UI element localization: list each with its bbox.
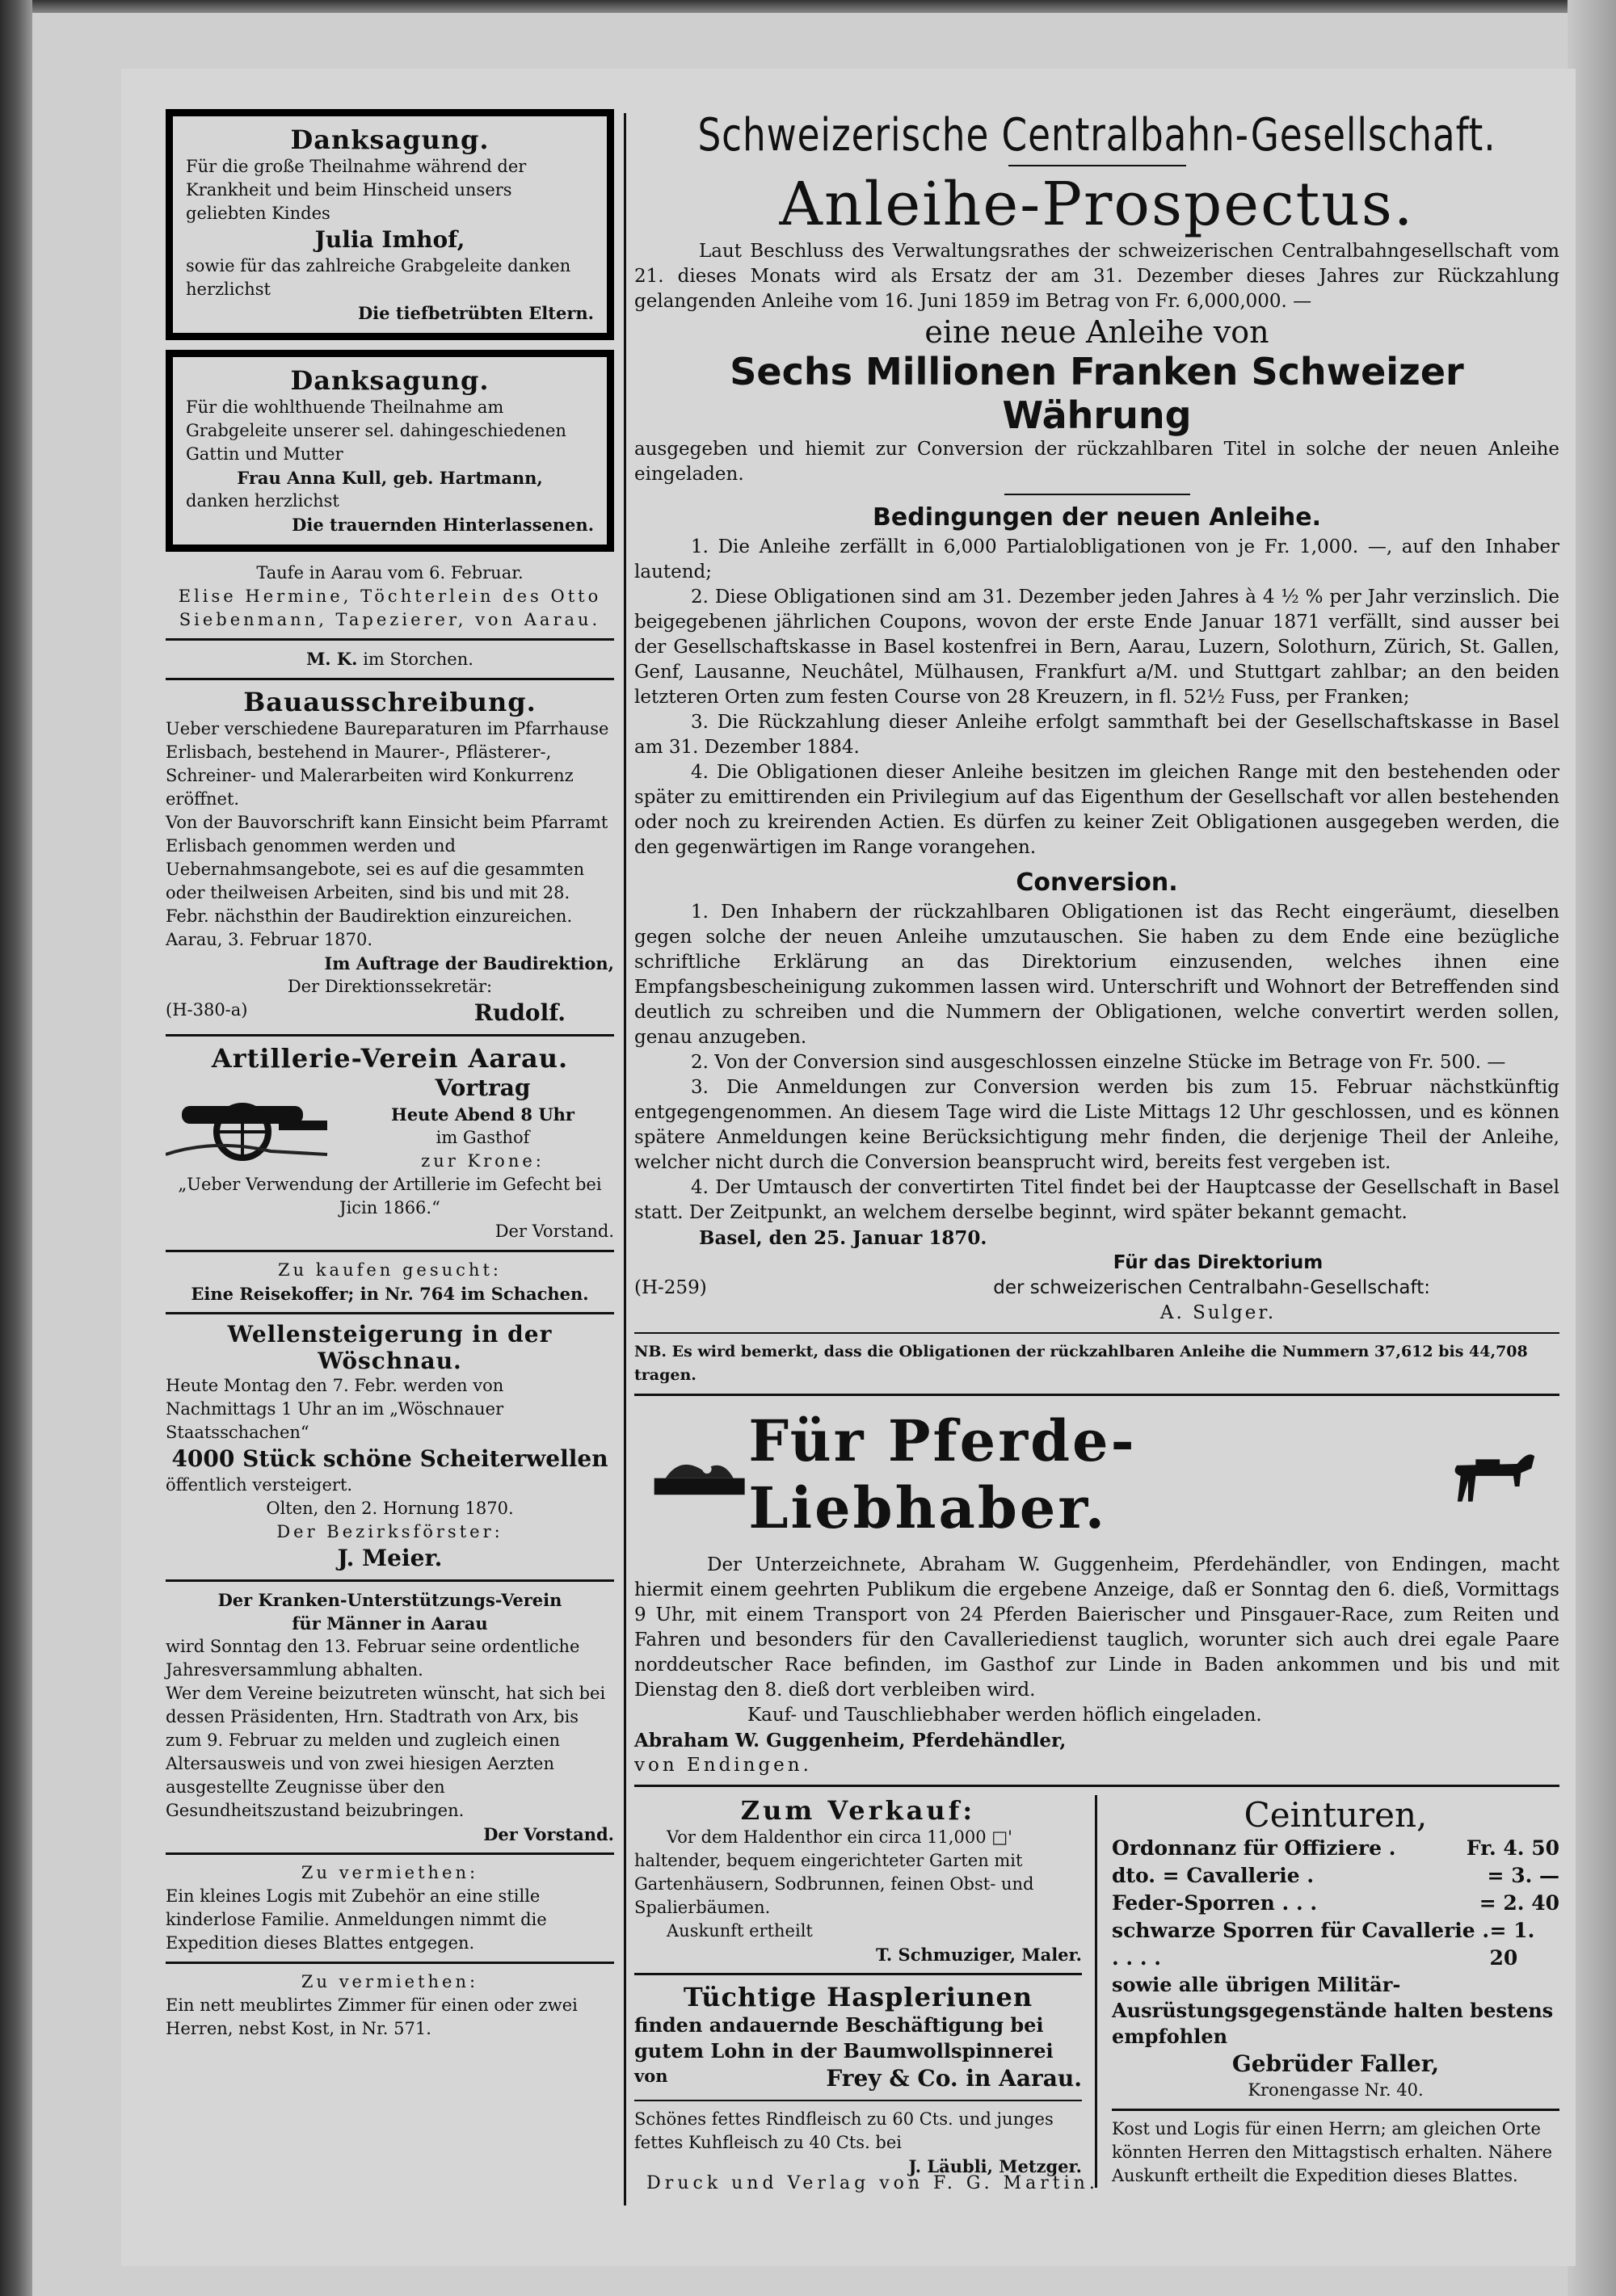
danksagung-1-body: Für die große Theilnahme während der Krankheit und beim Hinscheid unsers geliebten Kindes — [186, 157, 527, 223]
pferde-sign2: von Endingen. — [634, 1755, 812, 1776]
kranken-title2: für Männer in Aarau — [292, 1613, 488, 1634]
divider — [166, 638, 614, 641]
divider — [634, 1785, 1559, 1787]
bau-p1: Ueber verschiedene Baureparaturen im Pfarrhause Erlisbach, bestehend in Maurer-, Pflästerer-, Schreiner- und Malerarbeiten wird Konkurrenz eröffnet. — [166, 719, 609, 809]
short-rule — [1008, 165, 1186, 166]
artillerie-sign: Der Vorstand. — [494, 1222, 614, 1241]
danksagung-1 — [166, 109, 614, 340]
artillerie-topic: „Ueber Verwendung der Artillerie im Gefecht bei Jicin 1866.“ — [178, 1175, 602, 1217]
bedingungen-title: Bedingungen der neuen Anleihe. — [873, 503, 1321, 532]
fleisch-text: Schönes fettes Rindfleisch zu 60 Cts. und junges fettes Kuhfleisch zu 40 Cts. bei — [634, 2109, 1054, 2152]
ceinturen-price: = 2. 40 — [1479, 1891, 1559, 1915]
bau-sign2: Der Direktionssekretär: — [287, 977, 493, 996]
wellen-p2: öffentlich versteigert. — [166, 1475, 353, 1495]
pferde-invite: Kauf- und Tauschliebhaber werden höflich eingeladen. — [747, 1705, 1262, 1726]
prospectus-code: (H-259) — [634, 1277, 707, 1298]
ausgegeben: ausgegeben und hiemit zur Conversion der rückzahlbaren Titel in solche der neuen Anleihe eingeladen. — [634, 439, 1559, 485]
intro: Laut Beschluss des Verwaltungsrathes der schweizerischen Centralbahngesellschaft vom 21. dieses Monats wird als Ersatz der am 31. Dezember dieses Jahres zur Rückzahlung gelangenden Anleihe vom 16. Juni 1859 im Betrag von Fr. 6,000,000. — — [634, 241, 1559, 312]
verm2-head: Zu vermiethen: — [301, 1972, 479, 1991]
taufe-line2: Elise Hermine, Töchterlein des Otto Siebenmann, Tapezierer, von Aarau. — [178, 587, 602, 629]
ceinturen-label: Feder-Sporren . . . — [1112, 1891, 1318, 1915]
verm2-text: Ein nett meublirtes Zimmer für einen oder zwei Herren, nebst Kost, in Nr. 571. — [166, 1995, 578, 2038]
pferde-text: Der Unterzeichnete, Abraham W. Guggenheim, Pferdehändler, von Endingen, macht hiermit einem geehrten Publikum die ergebene Anzeige, daß er Sonntag den 6. dieß, Vormittags 9 Uhr, mit einem Transport von 24 Pferden Baierischer und Pinsgauer-Race, zum Reiten und Fahren und besonders für den Cavalleriedienst tauglich, worunter sich auch drei egale Paare norddeutscher Race befinden, im Gasthof zur Linde in Baden ankommen und bis und mit Dienstag den 8. dieß dort verbleiben wird. — [634, 1554, 1559, 1701]
bottom-right-ads — [1097, 1795, 1559, 2188]
divider — [166, 1312, 614, 1314]
danksagung-2-title: Danksagung. — [290, 365, 490, 396]
company-title: Schweizerische Centralbahn-Gesellschaft. — [697, 109, 1496, 162]
haspler-von: von — [634, 2066, 668, 2086]
danksagung-2-body: Für die wohlthuende Theilnahme am Grabgeleite unserer sel. dahingeschiedenen Gattin und Mutter — [186, 397, 566, 464]
danksagung-2 — [166, 350, 614, 552]
conversion-3: 3. Die Anmeldungen zur Conversion werden bis zum 15. Februar nächstkünftig entgegengenommen. An diesem Tage wird die Liste Mittags 12 Uhr geschlossen, und es können spätere Anmeldungen keine Berücksichtigung mehr finden, die derjenige Theil der Anleihe, welcher nicht durch die Conversion beansprucht wird, bereits fest vergeben ist. — [634, 1077, 1559, 1173]
prospectus-title: Anleihe-Prospectus. — [779, 170, 1415, 239]
top-edge — [0, 0, 1616, 13]
artillerie-title: Artillerie-Verein Aarau. — [211, 1043, 569, 1074]
bau-sign1: Im Auftrage der Baudirektion, — [324, 953, 614, 973]
haspler-firm-row — [634, 2064, 1082, 2093]
ceinturen-price: = 1. 20 — [1489, 1919, 1535, 1970]
column-rule — [624, 113, 626, 2206]
binding-edge — [0, 0, 32, 2296]
divider — [166, 678, 614, 680]
haspler-title: Tüchtige Haspleriunen — [683, 1982, 1033, 2012]
ceinturen-text: sowie alle übrigen Militär-Ausrüstungsgegenstände halten bestens empfohlen — [1112, 1973, 1554, 2048]
divider — [166, 1852, 614, 1855]
ceinturen-label: Ordonnanz für Offiziere . — [1112, 1836, 1396, 1860]
artillerie-where2: zur Krone: — [421, 1151, 545, 1171]
bau-code: (H-380-a) — [166, 1000, 248, 1020]
wellen-title: Wellensteigerung in der Wöschnau. — [227, 1321, 553, 1374]
ceinturen-price: = 3. — — [1487, 1864, 1559, 1887]
ceinturen-row — [1112, 1835, 1559, 1862]
wellen-name: J. Meier. — [337, 1545, 443, 1571]
danksagung-2-sign: Die trauernden Hinterlassenen. — [292, 515, 594, 535]
danksagung-1-sign: Die tiefbetrübten Eltern. — [357, 303, 594, 323]
kranken-p2: Wer dem Vereine beizutreten wünscht, hat sich bei dessen Präsidenten, Hrn. Stadtrath von Arx, bis zum 9. Februar zu melden und zugleich einen Altersausweis und von zwei hiesigen Aerzten ausgestellte Zeugnisse über den Gesundheitszustand beizubringen. — [166, 1684, 606, 1820]
kaufen-text: Eine Reisekoffer; in Nr. 764 im Schachen. — [191, 1284, 589, 1304]
bau-p2: Von der Bauvorschrift kann Einsicht beim Pfarramt Erlisbach genommen werden und Uebernahmsangebote, sei es auf die gesammten oder theilweisen Arbeiten, sind bis und mit 28. Febr. nächsthin der Baudirektion einzureichen. — [166, 813, 608, 926]
bottom-ads — [634, 1795, 1559, 2188]
divider — [634, 2100, 1082, 2101]
divider — [166, 1034, 614, 1037]
divider — [166, 1250, 614, 1252]
artillerie-text — [351, 1074, 614, 1173]
short-rule — [1004, 494, 1190, 495]
anleihe-von: eine neue Anleihe von — [924, 314, 1269, 350]
fleisch-name: J. Läubli, Metzger. — [908, 2156, 1082, 2176]
kranken-p1: wird Sonntag den 13. Februar seine ordentliche Jahresversammlung abhalten. — [166, 1637, 580, 1680]
sign-gesellschaft: der schweizerischen Centralbahn-Gesellschaft: — [993, 1277, 1430, 1298]
kranken-title1: Der Kranken-Unterstützungs-Verein — [217, 1590, 562, 1610]
danksagung-1-title: Danksagung. — [290, 124, 490, 155]
verkauf-title: Zum Verkauf: — [740, 1795, 976, 1826]
bau-title: Bauausschreibung. — [243, 687, 537, 717]
divider — [634, 1332, 1559, 1334]
artillerie-when: Heute Abend 8 Uhr — [390, 1104, 574, 1125]
ceinturen-firm: Gebrüder Faller, — [1231, 2050, 1440, 2077]
kaufen-head: Zu kaufen gesucht: — [278, 1260, 502, 1280]
divider — [634, 1973, 1082, 1975]
taufe-line1: Taufe in Aarau vom 6. Februar. — [256, 563, 524, 582]
verkauf-auskunft: Auskunft ertheilt — [667, 1921, 813, 1941]
ceinturen-row — [1112, 1890, 1559, 1917]
conversion-4: 4. Der Umtausch der convertirten Titel findet bei der Hauptcasse der Gesellschaft in Basel statt. Der Zeitpunkt, an welchem derselbe beginnt, wird später bekannt gemacht. — [634, 1177, 1559, 1223]
ceinturen-row — [1112, 1917, 1559, 1972]
kost-text: Kost und Logis für einen Herrn; am gleichen Orte könnten Herren den Mittagstisch erhalten. Nähere Auskunft ertheilt die Expedition dieses Blattes. — [1112, 2119, 1553, 2185]
sechs-millionen: Sechs Millionen Franken Schweizer Währung — [730, 350, 1464, 437]
ceinturen-label: dto. = Cavallerie . — [1112, 1864, 1315, 1887]
wellen-p1: Heute Montag den 7. Febr. werden von Nachmittags 1 Uhr an im „Wöschnauer Staatsschachen“ — [166, 1376, 504, 1442]
verkauf-name: T. Schmuziger, Maler. — [876, 1945, 1082, 1965]
imprint: Druck und Verlag von F. G. Martin. — [646, 2173, 1099, 2193]
ceinturen-label: schwarze Sporren für Cavallerie . . . . . — [1112, 1919, 1490, 1970]
danksagung-1-body2: sowie für das zahlreiche Grabgeleite danken herzlichst — [186, 256, 571, 299]
ceinturen-addr: Kronengasse Nr. 40. — [1248, 2080, 1424, 2100]
divider — [166, 1962, 614, 1964]
ceinturen-title: Ceinturen, — [1244, 1795, 1428, 1835]
danksagung-2-body2: danken herzlichst — [186, 491, 339, 511]
artillerie-body — [166, 1074, 614, 1173]
basel-date: Basel, den 25. Januar 1870. — [699, 1227, 987, 1249]
bedingung-4: 4. Die Obligationen dieser Anleihe besitzen im gleichen Range mit den bestehenden oder später zu emittirenden ein Privilegium auf das Eigenthum der Gesellschaft vor allen bestehenden oder noch zu kreirenden Actien. Es dürfen zu keiner Zeit Obligationen ausgegeben werden, die den gegenwärtigen im Range vorangehen. — [634, 762, 1559, 858]
bedingung-1: 1. Die Anleihe zerfällt in 6,000 Partialobligationen von je Fr. 1,000. —, auf den Inhaber lautend; — [634, 536, 1559, 582]
danksagung-1-name: Julia Imhof, — [314, 226, 465, 253]
artillerie-vortrag: Vortrag — [435, 1074, 531, 1101]
right-column — [634, 109, 1559, 2188]
bedingung-3: 3. Die Rückzahlung dieser Anleihe erfolgt sammthaft bei der Gesellschaftskasse in Basel am 31. Dezember 1884. — [634, 712, 1559, 758]
cannon-icon — [166, 1074, 351, 1163]
wellen-date: Olten, den 2. Hornung 1870. — [266, 1499, 514, 1518]
pferde-title: Für Pferde-Liebhaber. — [748, 1407, 1137, 1541]
mk-text: im Storchen. — [363, 650, 473, 669]
verm1-text: Ein kleines Logis mit Zubehör an eine stille kinderlose Familie. Anmeldungen nimmt die Expedition dieses Blattes entgegen. — [166, 1886, 547, 1953]
bedingung-2: 2. Diese Obligationen sind am 31. Dezember jeden Jahres à 4 ½ % per Jahr verzinslich. Die beigegebenen jährlichen Coupons, wovon der erste Ende Januar 1871 verfällt, sind ausser bei der Gesellschaftskasse in Basel kostenfrei in Bern, Aarau, Luzern, Solothurn, Zürich, St. Gallen, Genf, Lausanne, Neuchâtel, Mülhausen, Frankfurt a/M. und Stuttgart zahlbar; an den beiden letzteren Orten zum festen Course von 28 Kreuzern, in fl. 52½ Fuss, per Franken; — [634, 587, 1559, 708]
wellen-sign1: Der Bezirksförster: — [276, 1522, 503, 1541]
ceinturen-price: Fr. 4. 50 — [1466, 1836, 1559, 1860]
nb-note: NB. Es wird bemerkt, dass die Obligationen der rückzahlbaren Anleihe die Nummern 37,612 bis 44,708 tragen. — [634, 1343, 1528, 1384]
bau-footer — [166, 999, 614, 1028]
danksagung-2-name: Frau Anna Kull, geb. Hartmann, — [237, 468, 543, 488]
pferde-sign1: Abraham W. Guggenheim, Pferdehändler, — [634, 1730, 1067, 1751]
pferde-header — [650, 1407, 1543, 1541]
haspler-text: finden andauernde Beschäftigung bei gutem Lohn in der Baumwollspinnerei — [634, 2013, 1054, 2063]
ceinturen-row — [1112, 1862, 1559, 1890]
verkauf-text: Vor dem Haldenthor ein circa 11,000 □' haltender, bequem eingerichteter Garten mit Gartenhäusern, Sodbrunnen, feinen Obst- und Spalierbäumen. — [634, 1827, 1034, 1917]
saddle-icon — [650, 1446, 748, 1503]
sign-row — [634, 1276, 1559, 1301]
conversion-2: 2. Von der Conversion sind ausgeschlossen einzelne Stücke im Betrage von Fr. 500. — — [691, 1052, 1506, 1073]
bottom-left-ads — [634, 1795, 1097, 2188]
mk-notice — [166, 647, 614, 671]
bau-name: Rudolf. — [473, 999, 566, 1026]
left-column — [166, 109, 614, 2041]
divider — [634, 1394, 1559, 1396]
verm1-head: Zu vermiethen: — [301, 1863, 479, 1882]
haspler-firm: Frey & Co. in Aarau. — [826, 2065, 1082, 2092]
sign-direktorium: Für das Direktorium — [1113, 1252, 1324, 1273]
horse-icon — [1446, 1440, 1543, 1509]
kranken-sign: Der Vorstand. — [483, 1824, 614, 1844]
conversion-title: Conversion. — [1016, 868, 1178, 897]
mk-code: M. K. — [306, 649, 358, 669]
wellen-big: 4000 Stück schöne Scheiterwellen — [171, 1445, 608, 1472]
bau-date: Aarau, 3. Februar 1870. — [166, 930, 373, 949]
divider — [1112, 2109, 1559, 2111]
divider — [166, 1579, 614, 1582]
conversion-1: 1. Den Inhabern der rückzahlbaren Obligationen ist das Recht eingeräumt, dieselben gegen solche der neuen Anleihe umzutauschen. Sie haben zu dem Ende eine bezügliche schriftliche Erklärung an das Direktorium einzusenden, welches ihnen eine Empfangsbescheinigung zukommen lassen wird. Unterschrift und Wohnort der Betreffenden sind deutlich zu schreiben und die Nummern der Obligationen, welche convertirt werden sollen, genau anzugeben. — [634, 902, 1559, 1048]
sign-sulger: A. Sulger. — [1159, 1302, 1277, 1323]
artillerie-where1: im Gasthof — [436, 1128, 530, 1147]
